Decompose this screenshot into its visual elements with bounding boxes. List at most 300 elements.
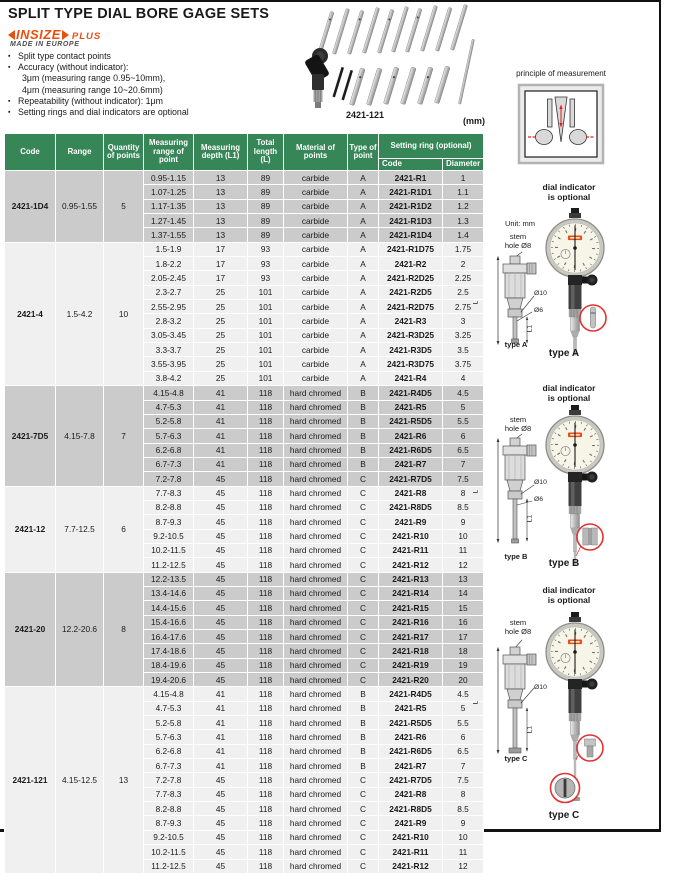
cell-depth: 25	[194, 343, 248, 357]
cell-material: hard chromed	[284, 486, 348, 500]
cell-total-length: 118	[248, 386, 284, 400]
cell-ring-code: 2421-R6D5	[379, 443, 443, 457]
dim-d10-b: Ø10	[534, 479, 547, 486]
group-range: 7.7-12.5	[56, 486, 104, 572]
cell-depth: 13	[194, 185, 248, 199]
cell-depth: 41	[194, 759, 248, 773]
cell-material: carbide	[284, 199, 348, 213]
cell-ring-code: 2421-R8D5	[379, 802, 443, 816]
group-code: 2421-20	[5, 572, 56, 687]
cell-measuring-range: 7.2-7.8	[144, 472, 194, 486]
cell-measuring-range: 8.7-9.3	[144, 515, 194, 529]
type-b-stem-label	[490, 415, 546, 433]
cell-ring-diameter: 11	[443, 543, 484, 557]
cell-measuring-range: 6.7-7.3	[144, 759, 194, 773]
cell-point-type: C	[348, 630, 379, 644]
cell-ring-code: 2421-R1D75	[379, 242, 443, 256]
cell-total-length: 118	[248, 658, 284, 672]
cell-total-length: 118	[248, 429, 284, 443]
cell-point-type: B	[348, 744, 379, 758]
cell-ring-code: 2421-R5D5	[379, 716, 443, 730]
cell-ring-code: 2421-R7	[379, 457, 443, 471]
cell-total-length: 118	[248, 759, 284, 773]
cell-ring-diameter: 1.4	[443, 228, 484, 242]
principle-label: principle of measurement	[516, 69, 606, 78]
cell-ring-code: 2421-R1D1	[379, 185, 443, 199]
cell-measuring-range: 6.2-6.8	[144, 744, 194, 758]
cell-material: hard chromed	[284, 472, 348, 486]
principle-diagram	[519, 85, 603, 163]
cell-measuring-range: 17.4-18.6	[144, 644, 194, 658]
cell-measuring-range: 14.4-15.6	[144, 601, 194, 615]
cell-measuring-range: 9.2-10.5	[144, 830, 194, 844]
col-header-material: Material of points	[284, 134, 348, 171]
cell-point-type: A	[348, 328, 379, 342]
group-range: 12.2-20.6	[56, 572, 104, 687]
cell-ring-diameter: 9	[443, 515, 484, 529]
logo-insize-text: INSIZE	[16, 27, 61, 42]
cell-measuring-range: 8.2-8.8	[144, 802, 194, 816]
cell-point-type: C	[348, 615, 379, 629]
cell-measuring-range: 5.7-6.3	[144, 429, 194, 443]
cell-point-type: A	[348, 199, 379, 213]
cell-material: carbide	[284, 343, 348, 357]
col-header-range: Range	[56, 134, 104, 171]
cell-ring-code: 2421-R17	[379, 630, 443, 644]
cell-material: carbide	[284, 171, 348, 185]
cell-ring-diameter: 14	[443, 586, 484, 600]
cell-ring-code: 2421-R4	[379, 371, 443, 385]
cell-ring-code: 2421-R5	[379, 400, 443, 414]
cell-depth: 45	[194, 630, 248, 644]
cell-depth: 41	[194, 730, 248, 744]
cell-material: hard chromed	[284, 716, 348, 730]
stem-line: stem	[509, 618, 527, 627]
cell-depth: 45	[194, 830, 248, 844]
cell-measuring-range: 10.2-11.5	[144, 543, 194, 557]
bullet-subitem: 4μm (measuring range 10~20.6mm)	[22, 84, 163, 95]
cell-total-length: 118	[248, 457, 284, 471]
cell-point-type: B	[348, 414, 379, 428]
cell-material: hard chromed	[284, 615, 348, 629]
made-in-europe-label: MADE IN EUROPE	[10, 41, 80, 48]
cell-depth: 45	[194, 543, 248, 557]
subcol-header-ring-diameter: Diameter	[443, 159, 484, 171]
cell-point-type: A	[348, 228, 379, 242]
cell-ring-diameter: 2	[443, 257, 484, 271]
cell-measuring-range: 13.4-14.6	[144, 586, 194, 600]
cell-point-type: B	[348, 443, 379, 457]
page-title: SPLIT TYPE DIAL BORE GAGE SETS	[8, 6, 270, 22]
cell-point-type: B	[348, 730, 379, 744]
cell-point-type: C	[348, 845, 379, 859]
cell-total-length: 93	[248, 257, 284, 271]
cell-ring-diameter: 3.5	[443, 343, 484, 357]
cell-depth: 45	[194, 486, 248, 500]
cell-point-type: C	[348, 572, 379, 586]
cell-point-type: C	[348, 658, 379, 672]
cell-point-type: C	[348, 472, 379, 486]
cell-measuring-range: 8.7-9.3	[144, 816, 194, 830]
cell-measuring-range: 8.2-8.8	[144, 500, 194, 514]
cell-ring-code: 2421-R7	[379, 759, 443, 773]
cell-ring-diameter: 8.5	[443, 500, 484, 514]
cell-measuring-range: 4.7-5.3	[144, 701, 194, 715]
cell-depth: 25	[194, 300, 248, 314]
cell-point-type: C	[348, 830, 379, 844]
cell-ring-code: 2421-R9	[379, 515, 443, 529]
cell-total-length: 118	[248, 845, 284, 859]
cell-point-type: C	[348, 500, 379, 514]
cell-ring-diameter: 10	[443, 529, 484, 543]
cell-ring-diameter: 6	[443, 730, 484, 744]
cell-ring-code: 2421-R11	[379, 543, 443, 557]
cell-material: hard chromed	[284, 515, 348, 529]
cell-total-length: 118	[248, 443, 284, 457]
cell-measuring-range: 9.2-10.5	[144, 529, 194, 543]
cell-ring-diameter: 8	[443, 787, 484, 801]
cell-depth: 45	[194, 773, 248, 787]
cell-material: hard chromed	[284, 845, 348, 859]
group-code: 2421-4	[5, 242, 56, 385]
cell-ring-code: 2421-R19	[379, 658, 443, 672]
cell-material: hard chromed	[284, 673, 348, 687]
cell-depth: 45	[194, 787, 248, 801]
cell-ring-diameter: 3.25	[443, 328, 484, 342]
dim-L-a: L	[472, 300, 480, 305]
type-c-stem-label	[490, 618, 546, 636]
group-qty: 6	[104, 486, 144, 572]
stem-line: hole Ø8	[504, 241, 532, 250]
cell-depth: 45	[194, 644, 248, 658]
bullet-item: ▪ Repeatability (without indicator): 1μm	[8, 96, 288, 107]
type-a-note	[499, 182, 639, 202]
cell-total-length: 118	[248, 816, 284, 830]
cell-depth: 45	[194, 615, 248, 629]
note-line: is optional	[547, 393, 591, 403]
cell-ring-code: 2421-R8D5	[379, 500, 443, 514]
cell-measuring-range: 6.7-7.3	[144, 457, 194, 471]
cell-depth: 45	[194, 845, 248, 859]
cell-measuring-range: 7.2-7.8	[144, 773, 194, 787]
cell-ring-diameter: 15	[443, 601, 484, 615]
group-code: 2421-121	[5, 687, 56, 873]
cell-ring-diameter: 5	[443, 400, 484, 414]
cell-material: hard chromed	[284, 586, 348, 600]
cell-depth: 41	[194, 386, 248, 400]
group-qty: 13	[104, 687, 144, 873]
side-illustrations	[470, 60, 674, 834]
logo-arrow-left-icon	[8, 30, 15, 40]
cell-depth: 25	[194, 357, 248, 371]
cell-measuring-range: 5.7-6.3	[144, 730, 194, 744]
cell-ring-code: 2421-R6	[379, 429, 443, 443]
group-code: 2421-12	[5, 486, 56, 572]
cell-material: hard chromed	[284, 859, 348, 873]
cell-ring-diameter: 4.5	[443, 386, 484, 400]
dim-L-c: L	[472, 700, 480, 705]
cell-ring-code: 2421-R2D5	[379, 285, 443, 299]
cell-measuring-range: 4.15-4.8	[144, 386, 194, 400]
note-line: is optional	[547, 595, 591, 605]
cell-ring-diameter: 4	[443, 371, 484, 385]
cell-point-type: B	[348, 716, 379, 730]
type-b-photo-label: type B	[548, 558, 580, 569]
cell-measuring-range: 18.4-19.6	[144, 658, 194, 672]
cell-ring-diameter: 11	[443, 845, 484, 859]
cell-material: carbide	[284, 314, 348, 328]
cell-depth: 13	[194, 214, 248, 228]
cell-depth: 45	[194, 601, 248, 615]
cell-point-type: C	[348, 515, 379, 529]
cell-point-type: A	[348, 343, 379, 357]
cell-depth: 17	[194, 271, 248, 285]
cell-ring-diameter: 2.25	[443, 271, 484, 285]
product-photo	[298, 4, 483, 112]
cell-total-length: 89	[248, 199, 284, 213]
cell-material: hard chromed	[284, 529, 348, 543]
type-a-photo-label: type A	[548, 348, 580, 359]
cell-ring-diameter: 7	[443, 457, 484, 471]
cell-depth: 45	[194, 586, 248, 600]
cell-point-type: A	[348, 371, 379, 385]
cell-depth: 25	[194, 285, 248, 299]
group-range: 1.5-4.2	[56, 242, 104, 385]
cell-ring-code: 2421-R4D5	[379, 687, 443, 701]
cell-material: hard chromed	[284, 773, 348, 787]
cell-ring-diameter: 12	[443, 859, 484, 873]
cell-material: hard chromed	[284, 400, 348, 414]
cell-point-type: C	[348, 773, 379, 787]
cell-ring-diameter: 3	[443, 314, 484, 328]
cell-point-type: A	[348, 300, 379, 314]
cell-measuring-range: 15.4-16.6	[144, 615, 194, 629]
cell-measuring-range: 2.8-3.2	[144, 314, 194, 328]
cell-ring-code: 2421-R12	[379, 558, 443, 572]
cell-point-type: B	[348, 386, 379, 400]
type-b-note	[499, 383, 639, 403]
type-a-stem-label	[490, 232, 546, 250]
dim-d6-b: Ø6	[534, 496, 544, 503]
cell-measuring-range: 1.27-1.45	[144, 214, 194, 228]
cell-material: hard chromed	[284, 572, 348, 586]
cell-material: carbide	[284, 271, 348, 285]
col-header-depth: Measuring depth (L1)	[194, 134, 248, 171]
cell-depth: 45	[194, 529, 248, 543]
cell-ring-diameter: 1.1	[443, 185, 484, 199]
cell-point-type: C	[348, 543, 379, 557]
cell-depth: 45	[194, 816, 248, 830]
cell-depth: 45	[194, 558, 248, 572]
cell-total-length: 118	[248, 716, 284, 730]
bullet-item: ▪ Setting rings and dial indicators are optional	[8, 107, 288, 118]
dim-d10-c: Ø10	[534, 684, 547, 691]
cell-ring-diameter: 5	[443, 701, 484, 715]
cell-ring-diameter: 6.5	[443, 744, 484, 758]
cell-depth: 41	[194, 429, 248, 443]
cell-ring-diameter: 7	[443, 759, 484, 773]
type-a-photo	[546, 208, 604, 355]
col-header-qty: Quantity of points	[104, 134, 144, 171]
cell-point-type: C	[348, 558, 379, 572]
cell-material: carbide	[284, 214, 348, 228]
cell-total-length: 101	[248, 371, 284, 385]
unit-label: Unit: mm	[505, 219, 535, 228]
cell-measuring-range: 3.05-3.45	[144, 328, 194, 342]
cell-ring-diameter: 1.2	[443, 199, 484, 213]
cell-total-length: 118	[248, 500, 284, 514]
cell-ring-diameter: 5.5	[443, 716, 484, 730]
cell-measuring-range: 16.4-17.6	[144, 630, 194, 644]
cell-total-length: 118	[248, 558, 284, 572]
cell-point-type: B	[348, 400, 379, 414]
cell-point-type: C	[348, 787, 379, 801]
cell-depth: 41	[194, 744, 248, 758]
type-c-drawing	[497, 640, 536, 754]
cell-material: hard chromed	[284, 543, 348, 557]
cell-material: carbide	[284, 257, 348, 271]
cell-measuring-range: 1.07-1.25	[144, 185, 194, 199]
cell-measuring-range: 3.3-3.7	[144, 343, 194, 357]
group-qty: 7	[104, 386, 144, 486]
cell-total-length: 101	[248, 300, 284, 314]
cell-material: hard chromed	[284, 414, 348, 428]
cell-ring-diameter: 20	[443, 673, 484, 687]
cell-material: hard chromed	[284, 500, 348, 514]
cell-depth: 41	[194, 400, 248, 414]
cell-depth: 45	[194, 802, 248, 816]
cell-material: hard chromed	[284, 816, 348, 830]
cell-material: hard chromed	[284, 830, 348, 844]
cell-total-length: 118	[248, 400, 284, 414]
cell-measuring-range: 0.95-1.15	[144, 171, 194, 185]
cell-total-length: 101	[248, 285, 284, 299]
cell-material: hard chromed	[284, 658, 348, 672]
cell-depth: 45	[194, 500, 248, 514]
cell-point-type: B	[348, 429, 379, 443]
cell-ring-code: 2421-R10	[379, 529, 443, 543]
cell-ring-code: 2421-R6D5	[379, 744, 443, 758]
cell-total-length: 101	[248, 357, 284, 371]
cell-total-length: 118	[248, 787, 284, 801]
cell-ring-code: 2421-R3	[379, 314, 443, 328]
cell-total-length: 118	[248, 773, 284, 787]
cell-ring-diameter: 17	[443, 630, 484, 644]
table-row	[5, 572, 484, 586]
cell-depth: 45	[194, 472, 248, 486]
cell-material: hard chromed	[284, 457, 348, 471]
group-code: 2421-7D5	[5, 386, 56, 486]
cell-total-length: 118	[248, 673, 284, 687]
cell-depth: 41	[194, 701, 248, 715]
cell-point-type: A	[348, 242, 379, 256]
type-c-drawing-label: type C	[504, 754, 528, 763]
cell-ring-diameter: 3.75	[443, 357, 484, 371]
cell-ring-code: 2421-R13	[379, 572, 443, 586]
cell-point-type: C	[348, 673, 379, 687]
type-c-note	[499, 585, 639, 605]
table-row	[5, 242, 484, 256]
cell-ring-code: 2421-R16	[379, 615, 443, 629]
cell-ring-diameter: 13	[443, 572, 484, 586]
col-header-setting-ring: Setting ring (optional)	[379, 134, 484, 159]
cell-measuring-range: 4.15-4.8	[144, 687, 194, 701]
cell-point-type: A	[348, 314, 379, 328]
cell-ring-diameter: 10	[443, 830, 484, 844]
cell-ring-code: 2421-R2	[379, 257, 443, 271]
cell-point-type: A	[348, 357, 379, 371]
cell-depth: 25	[194, 314, 248, 328]
cell-ring-code: 2421-R2D25	[379, 271, 443, 285]
bullet-item: ▪ Split type contact points	[8, 51, 288, 62]
cell-point-type: C	[348, 644, 379, 658]
cell-material: hard chromed	[284, 443, 348, 457]
cell-ring-code: 2421-R3D75	[379, 357, 443, 371]
cell-point-type: C	[348, 529, 379, 543]
cell-total-length: 118	[248, 414, 284, 428]
group-qty: 5	[104, 171, 144, 243]
cell-material: hard chromed	[284, 644, 348, 658]
cell-ring-code: 2421-R12	[379, 859, 443, 873]
cell-ring-code: 2421-R1	[379, 171, 443, 185]
cell-total-length: 118	[248, 701, 284, 715]
logo-plus-text: PLUS	[71, 31, 102, 42]
stem-line: hole Ø8	[504, 627, 532, 636]
group-qty: 8	[104, 572, 144, 687]
bullet-item: ▪ Accuracy (without indicator):	[8, 62, 288, 73]
cell-total-length: 118	[248, 859, 284, 873]
feature-bullets	[8, 51, 288, 118]
cell-ring-code: 2421-R1D3	[379, 214, 443, 228]
cell-ring-code: 2421-R3D25	[379, 328, 443, 342]
cell-point-type: C	[348, 486, 379, 500]
cell-depth: 45	[194, 859, 248, 873]
cell-depth: 45	[194, 572, 248, 586]
cell-ring-diameter: 6.5	[443, 443, 484, 457]
cell-depth: 13	[194, 199, 248, 213]
cell-measuring-range: 11.2-12.5	[144, 859, 194, 873]
cell-total-length: 118	[248, 744, 284, 758]
cell-measuring-range: 3.55-3.95	[144, 357, 194, 371]
cell-total-length: 118	[248, 730, 284, 744]
cell-total-length: 93	[248, 271, 284, 285]
cell-ring-diameter: 1.3	[443, 214, 484, 228]
cell-material: hard chromed	[284, 787, 348, 801]
cell-point-type: B	[348, 701, 379, 715]
cell-total-length: 118	[248, 830, 284, 844]
stem-line: hole Ø8	[504, 424, 532, 433]
cell-ring-code: 2421-R9	[379, 816, 443, 830]
dim-d6-a: Ø6	[534, 307, 544, 314]
cell-material: carbide	[284, 285, 348, 299]
cell-ring-code: 2421-R8	[379, 787, 443, 801]
dim-L-b: L	[472, 489, 480, 494]
cell-material: carbide	[284, 185, 348, 199]
cell-depth: 45	[194, 515, 248, 529]
cell-ring-code: 2421-R15	[379, 601, 443, 615]
cell-total-length: 118	[248, 486, 284, 500]
cell-ring-diameter: 1.75	[443, 242, 484, 256]
cell-ring-diameter: 8	[443, 486, 484, 500]
cell-ring-diameter: 2.5	[443, 285, 484, 299]
type-b-drawing-label: type B	[504, 552, 528, 561]
cell-ring-code: 2421-R7D5	[379, 472, 443, 486]
cell-point-type: A	[348, 185, 379, 199]
cell-point-type: A	[348, 171, 379, 185]
cell-point-type: C	[348, 586, 379, 600]
cell-depth: 13	[194, 228, 248, 242]
cell-ring-code: 2421-R6	[379, 730, 443, 744]
